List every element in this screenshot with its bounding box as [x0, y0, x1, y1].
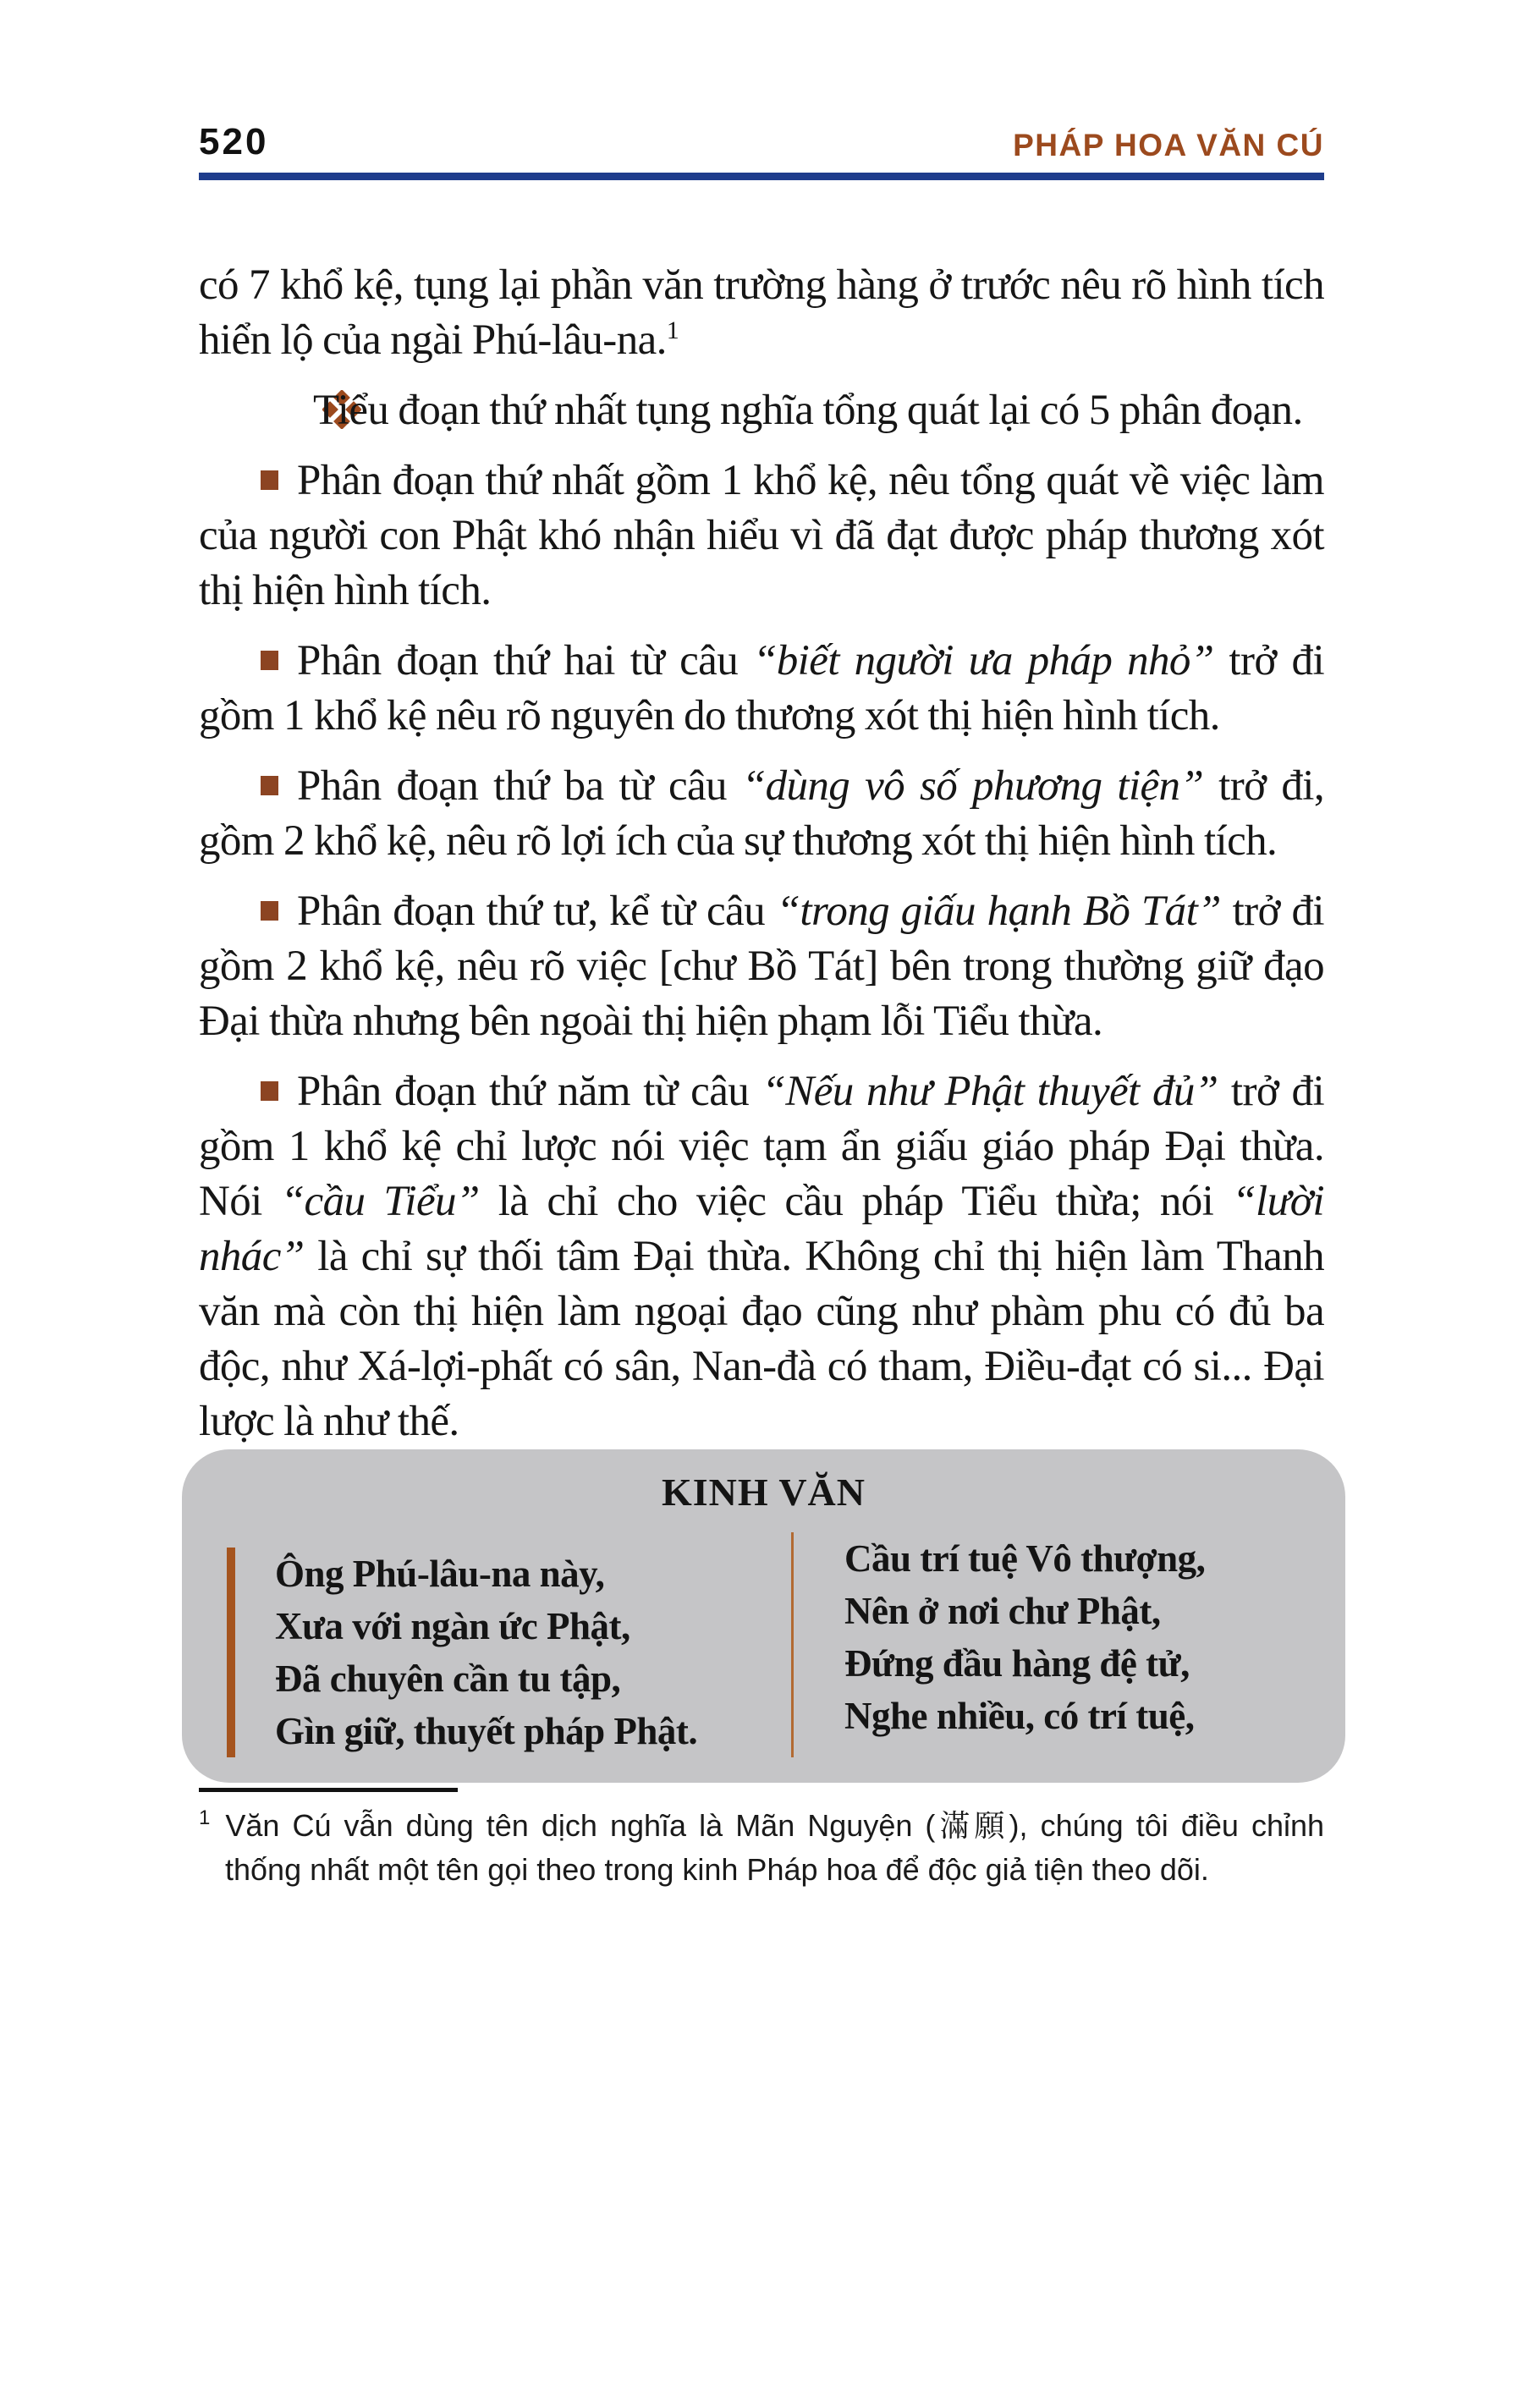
paragraph-subsection — [199, 383, 1324, 438]
verse-line: Nên ở nơi chư Phật, — [844, 1590, 1161, 1632]
page-header — [199, 121, 1324, 180]
verse-line: Xưa với ngàn ức Phật, — [275, 1605, 630, 1647]
book-page — [0, 121, 1523, 2408]
paragraph-text: Phân đoạn thứ hai từ câu — [297, 637, 753, 684]
paragraph-division-2 — [199, 634, 1324, 744]
footnote-text: Văn Cú vẫn dùng tên dịch nghĩa là Mãn Nguyện (滿願), chúng tôi điều chỉnh thống nhất một tên gọi theo trong kinh Pháp hoa để độc giả tiện theo dõi. — [225, 1808, 1324, 1887]
paragraph-text: Tiểu đoạn thứ nhất tụng nghĩa tổng quát lại có 5 phân đoạn. — [313, 387, 1303, 434]
sutra-quote-box — [182, 1449, 1345, 1783]
verse-column-right — [791, 1532, 1205, 1757]
quoted-phrase: “trong giấu hạnh Bồ Tát” — [776, 888, 1221, 935]
quoted-phrase: “biết người ưa pháp nhỏ” — [752, 637, 1214, 684]
verse-line: Nghe nhiều, có trí tuệ, — [844, 1695, 1195, 1737]
paragraph-text: trở đi gồm 1 khổ kệ nêu rõ nguyên do thương xót thị hiện hình tích. — [199, 637, 1325, 739]
footnote-marker: 1 — [199, 1806, 211, 1829]
paragraph-text: Phân đoạn thứ ba từ câu — [297, 762, 742, 810]
paragraph-text: là chỉ cho việc cầu pháp Tiểu thừa; nói — [479, 1178, 1233, 1225]
sutra-box-title: KINH VĂN — [661, 1471, 866, 1514]
verse-columns — [182, 1532, 1345, 1757]
running-title: PHÁP HOA VĂN CÚ — [1013, 128, 1324, 162]
body-text — [199, 258, 1324, 1449]
quoted-phrase: “lười nhác” — [199, 1178, 1324, 1280]
paragraph-division-1 — [199, 454, 1324, 618]
paragraph-division-5 — [199, 1064, 1324, 1449]
footnote — [199, 1804, 1324, 1892]
paragraph-text: Phân đoạn thứ nhất gồm 1 khổ kệ, nêu tổng quát về việc làm của người con Phật khó nhận hiểu vì đã đạt được pháp thương xót thị hiện hình tích. — [199, 457, 1324, 614]
verse-line: Ông Phú-lâu-na này, — [275, 1553, 605, 1595]
paragraph-text: trở đi, gồm 2 khổ kệ, nêu rõ lợi ích của sự thương xót thị hiện hình tích. — [199, 762, 1324, 865]
paragraph-intro — [199, 258, 1324, 368]
square-bullet-icon — [261, 651, 278, 670]
footnote-reference: 1 — [666, 316, 679, 344]
square-bullet-icon — [261, 776, 278, 795]
verse-line: Đứng đầu hàng đệ tử, — [844, 1642, 1190, 1685]
paragraph-text: là chỉ sự thối tâm Đại thừa. Không chỉ thị hiện làm Thanh văn mà còn thị hiện làm ngoại đạo cũng như phàm phu có đủ ba độc, như Xá-lợi-phất có sân, Nan-đà có tham, Điều-đạt có si... Đại lược là như thế. — [199, 1233, 1324, 1445]
paragraph-division-3 — [199, 759, 1324, 869]
paragraph-division-4 — [199, 884, 1324, 1049]
square-bullet-icon — [261, 470, 278, 490]
paragraph-text: có 7 khổ kệ, tụng lại phần văn trường hàng ở trước nêu rõ hình tích hiển lộ của ngài Phú-lâu-na. — [199, 261, 1324, 364]
quoted-phrase: “Nếu như Phật thuyết đủ” — [762, 1068, 1218, 1115]
quoted-phrase: “dùng vô số phương tiện” — [741, 762, 1204, 810]
footnote-separator — [199, 1788, 458, 1792]
diamond-bullet-icon — [261, 388, 300, 427]
paragraph-text: trở đi gồm 1 khổ kệ chỉ lược nói việc tạm ẩn giấu giáo pháp Đại thừa. Nói — [199, 1068, 1325, 1225]
paragraph-text: Phân đoạn thứ tư, kể từ câu — [297, 888, 777, 935]
paragraph-text: Phân đoạn thứ năm từ câu — [297, 1068, 762, 1115]
quoted-phrase: “cầu Tiểu” — [280, 1178, 480, 1225]
page-number: 520 — [199, 121, 269, 162]
verse-line: Đã chuyên cần tu tập, — [275, 1658, 621, 1700]
paragraph-text: trở đi gồm 2 khổ kệ, nêu rõ việc [chư Bồ Tát] bên trong thường giữ đạo Đại thừa nhưng bên ngoài thị hiện phạm lỗi Tiểu thừa. — [199, 888, 1324, 1045]
verse-line: Cầu trí tuệ Vô thượng, — [844, 1537, 1206, 1580]
square-bullet-icon — [261, 1081, 278, 1101]
square-bullet-icon — [261, 901, 278, 921]
verse-column-left — [227, 1548, 791, 1757]
verse-line: Gìn giữ, thuyết pháp Phật. — [275, 1710, 698, 1752]
